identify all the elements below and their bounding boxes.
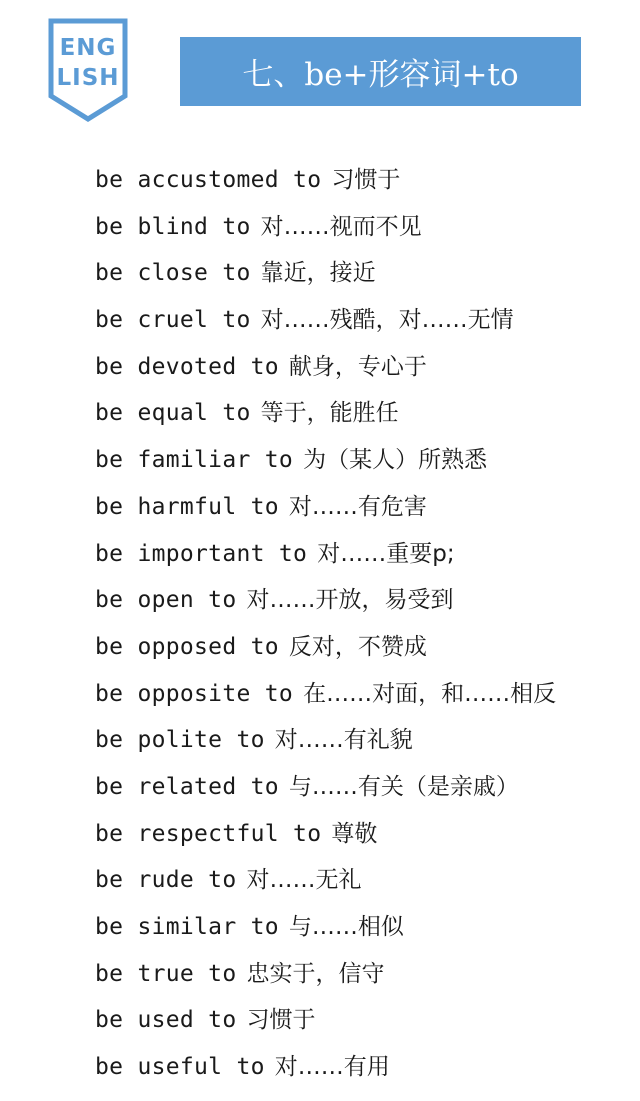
list-item xyxy=(95,253,556,300)
phrase-meaning: 对……无礼 xyxy=(246,867,362,894)
english-logo-badge xyxy=(48,18,128,122)
list-item xyxy=(95,207,556,254)
list-item xyxy=(95,814,556,861)
phrase-text: be open to xyxy=(95,587,237,614)
phrase-meaning: 对……有礼貌 xyxy=(274,727,413,754)
list-item xyxy=(95,440,556,487)
list-item xyxy=(95,1000,556,1047)
phrase-text: be devoted to xyxy=(95,353,279,380)
phrase-meaning: 在……对面，和……相反 xyxy=(303,680,557,707)
list-item xyxy=(95,487,556,534)
phrase-text: be similar to xyxy=(95,914,279,940)
section-title: 七、be+形容词+to xyxy=(242,57,519,93)
phrase-text: be important to xyxy=(95,540,308,567)
phrase-meaning: 对……残酷，对……无情 xyxy=(260,307,514,334)
phrase-text: be accustomed to xyxy=(95,167,322,193)
phrase-list xyxy=(95,160,556,1094)
phrase-meaning: 对……视而不见 xyxy=(260,213,422,240)
phrase-text: be respectful to xyxy=(95,820,322,847)
phrase-text: be polite to xyxy=(95,727,265,754)
phrase-text: be harmful to xyxy=(95,493,279,520)
phrase-meaning: 习惯于 xyxy=(246,1007,316,1034)
phrase-meaning: 习惯于 xyxy=(331,167,401,193)
phrase-meaning: 忠实于，信守 xyxy=(246,960,385,987)
phrase-meaning: 反对，不赞成 xyxy=(288,633,427,660)
phrase-text: be cruel to xyxy=(95,307,251,334)
phrase-text: be true to xyxy=(95,960,237,987)
list-item xyxy=(95,1047,556,1094)
phrase-meaning: 与……相似 xyxy=(288,914,404,940)
phrase-meaning: 对……重要p; xyxy=(317,540,455,567)
phrase-text: be related to xyxy=(95,773,279,800)
phrase-text: be useful to xyxy=(95,1054,265,1081)
list-item xyxy=(95,767,556,814)
list-item xyxy=(95,347,556,394)
list-item xyxy=(95,300,556,347)
list-item xyxy=(95,160,556,207)
list-item xyxy=(95,534,556,581)
phrase-meaning: 献身，专心于 xyxy=(288,353,427,380)
phrase-meaning: 与……有关（是亲戚） xyxy=(288,773,519,800)
logo-text-line-2: LISH xyxy=(56,65,120,91)
list-item xyxy=(95,393,556,440)
phrase-text: be close to xyxy=(95,260,251,287)
list-item xyxy=(95,954,556,1001)
list-item xyxy=(95,627,556,674)
phrase-text: be blind to xyxy=(95,213,251,240)
phrase-text: be familiar to xyxy=(95,447,294,474)
phrase-text: be used to xyxy=(95,1007,237,1034)
phrase-meaning: 对……开放，易受到 xyxy=(246,587,454,614)
phrase-text: be equal to xyxy=(95,400,251,427)
logo-text-line-1: ENG xyxy=(59,35,117,61)
phrase-meaning: 对……有危害 xyxy=(288,493,427,520)
phrase-meaning: 等于，能胜任 xyxy=(260,400,399,427)
phrase-text: be rude to xyxy=(95,867,237,894)
list-item xyxy=(95,674,556,721)
list-item xyxy=(95,580,556,627)
list-item xyxy=(95,860,556,907)
phrase-meaning: 尊敬 xyxy=(331,820,378,847)
section-title-bar xyxy=(180,37,581,106)
phrase-text: be opposite to xyxy=(95,680,294,707)
list-item xyxy=(95,907,556,954)
phrase-meaning: 对……有用 xyxy=(274,1054,390,1081)
phrase-text: be opposed to xyxy=(95,633,279,660)
phrase-meaning: 靠近，接近 xyxy=(260,260,376,287)
phrase-meaning: 为（某人）所熟悉 xyxy=(303,447,488,474)
list-item xyxy=(95,720,556,767)
